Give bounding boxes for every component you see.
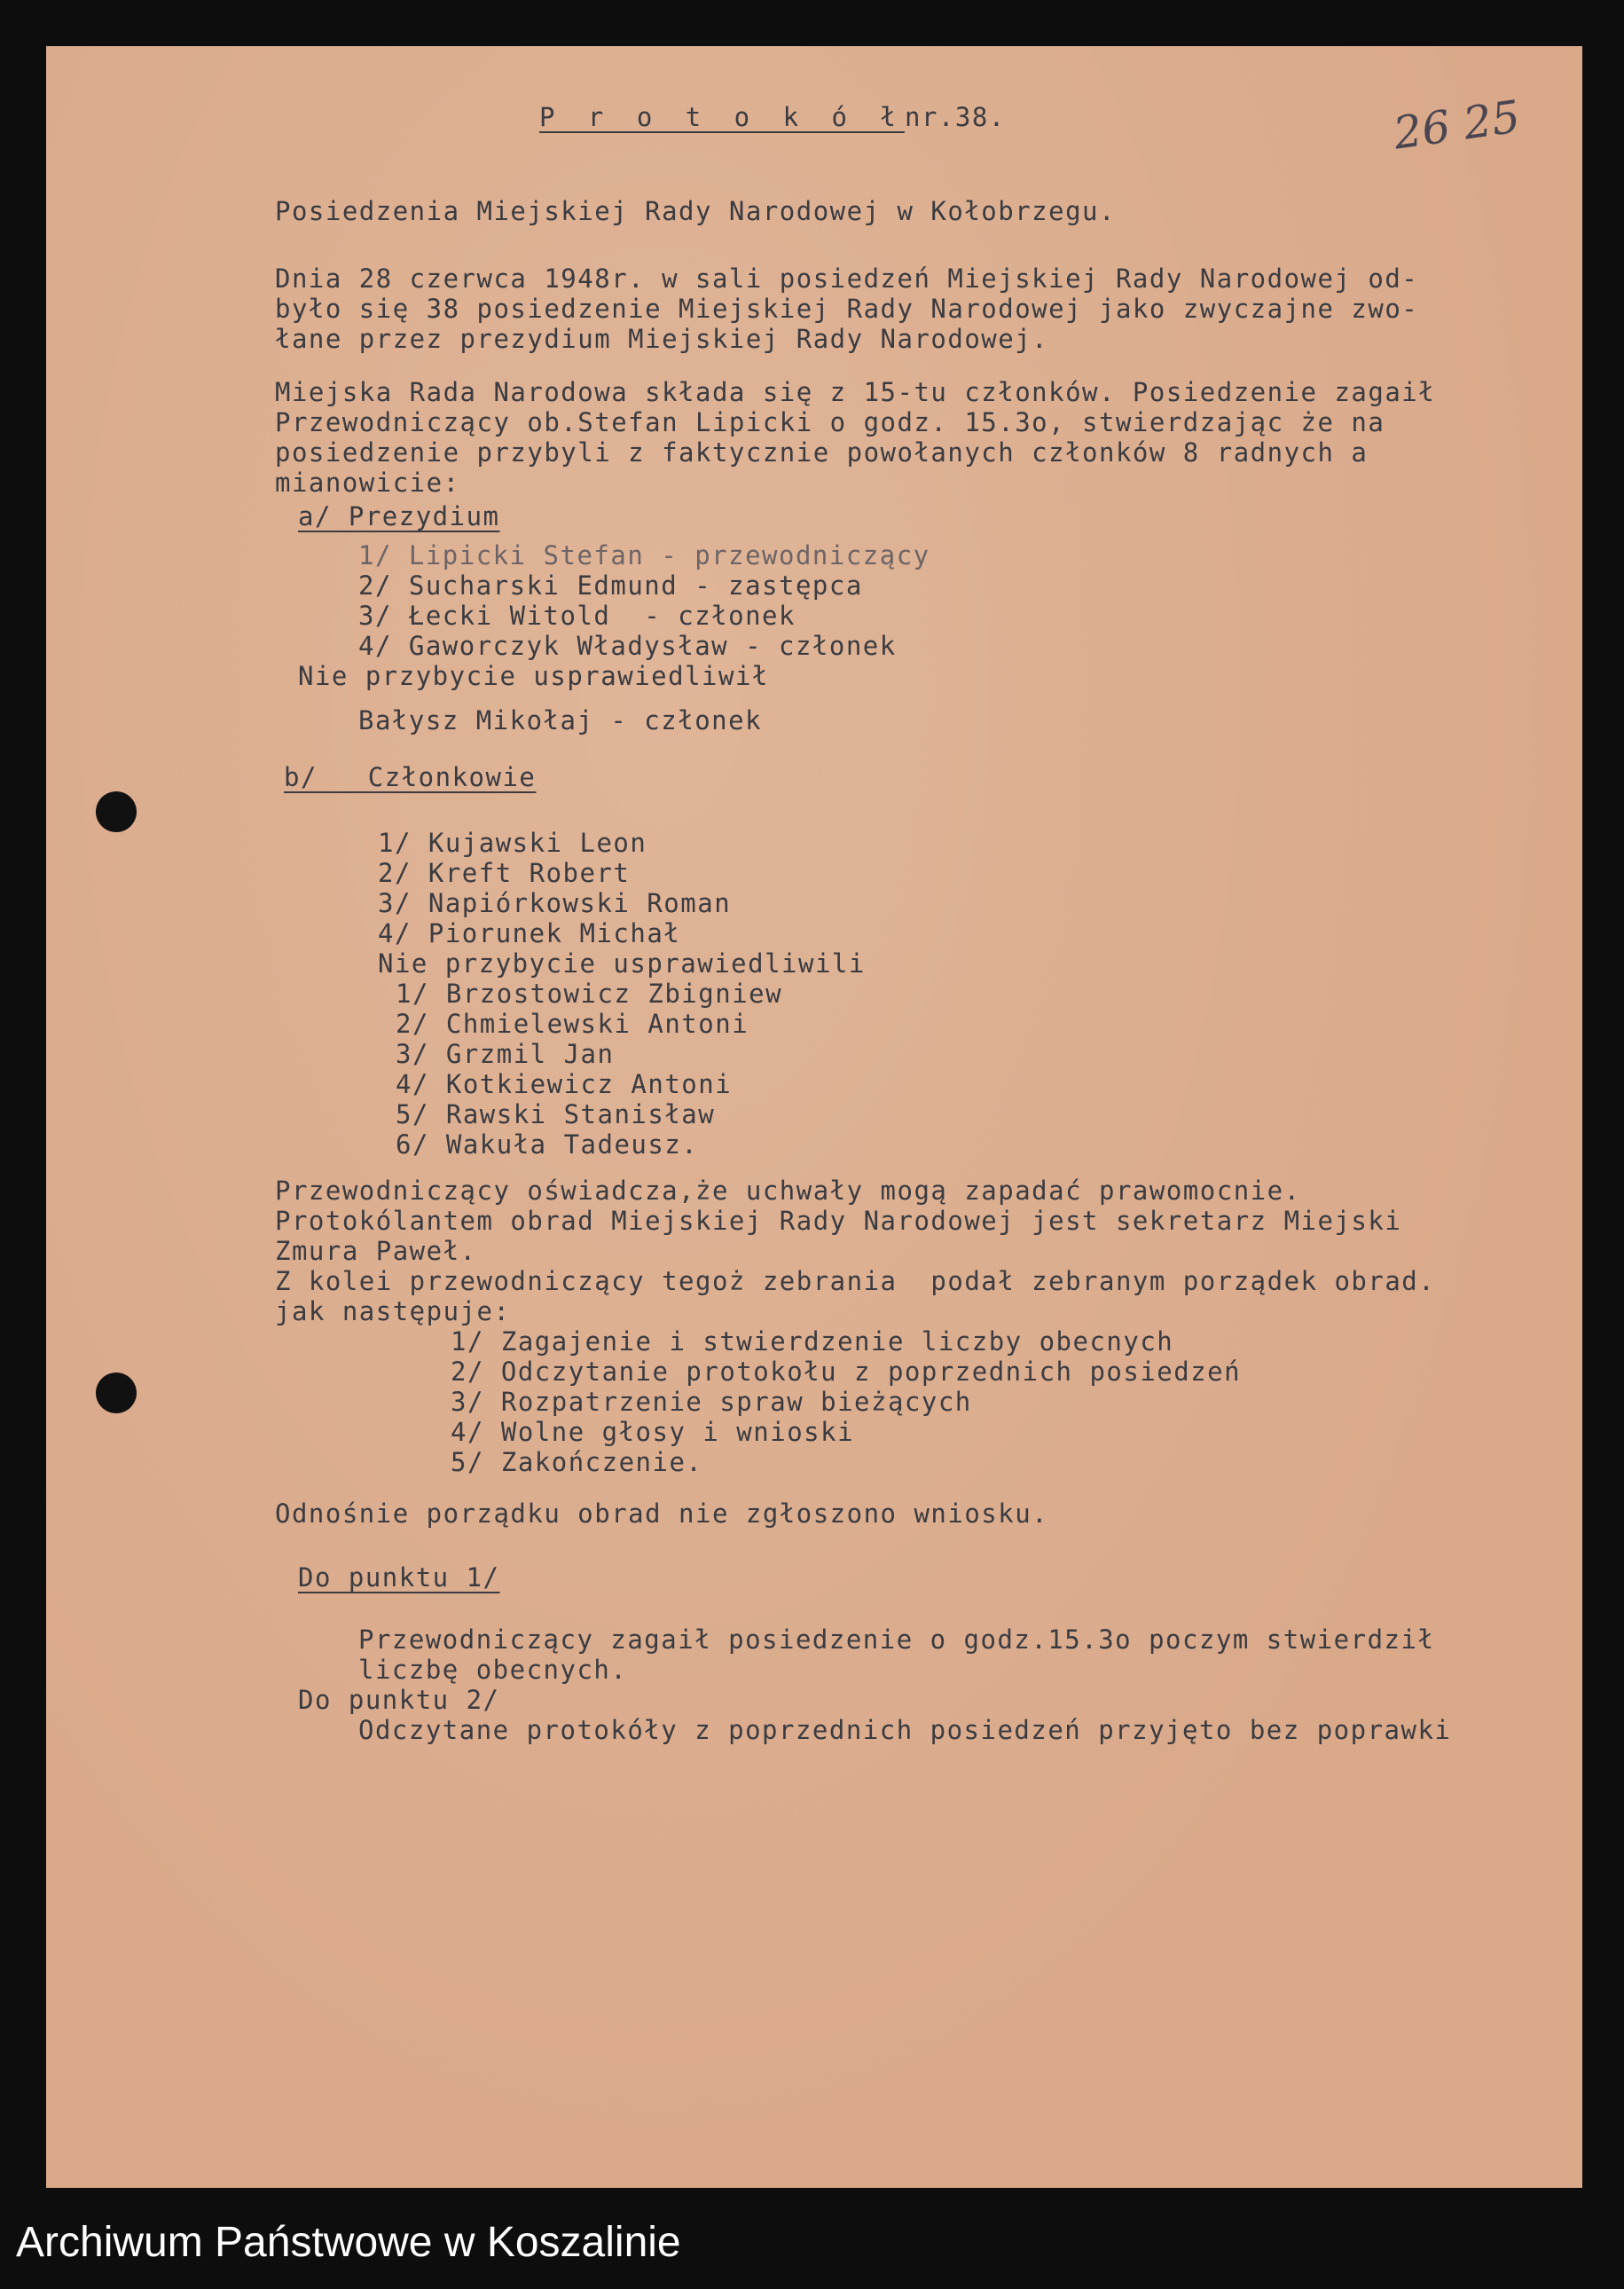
typed-text xyxy=(46,46,1582,2188)
text-line: Odczytane protokóły z poprzednich posiedzeń przyjęto bez poprawki xyxy=(358,1715,1452,1745)
list-item: 6/ Wakuła Tadeusz. xyxy=(396,1129,699,1160)
text-line: Nie przybycie usprawiedliwił xyxy=(298,661,769,691)
list-item: Bałysz Mikołaj - członek xyxy=(358,705,763,735)
list-item: 4/ Wolne głosy i wnioski xyxy=(451,1417,855,1447)
list-item: 3/ Grzmil Jan xyxy=(396,1039,615,1069)
text-line: było się 38 posiedzenie Miejskiej Rady Narodowej jako zwyczajne zwo- xyxy=(275,294,1419,324)
section-heading: a/ Prezydium xyxy=(298,501,500,531)
text-line: liczbę obecnych. xyxy=(358,1655,628,1685)
list-item: 4/ Gaworczyk Władysław - członek xyxy=(358,631,897,661)
list-item: 5/ Zakończenie. xyxy=(451,1447,703,1477)
section-heading: Do punktu 2/ xyxy=(298,1685,500,1715)
list-item: 3/ Napiórkowski Roman xyxy=(378,888,732,918)
list-item: 2/ Sucharski Edmund - zastępca xyxy=(358,570,863,601)
document-title: P r o t o k ó ł xyxy=(539,102,905,132)
list-item: 2/ Odczytanie protokołu z poprzednich posiedzeń xyxy=(451,1357,1242,1387)
text-line: Dnia 28 czerwca 1948r. w sali posiedzeń Miejskiej Rady Narodowej od- xyxy=(275,264,1419,294)
list-item: 1/ Brzostowicz Zbigniew xyxy=(396,979,783,1009)
text-line: Przewodniczący oświadcza,że uchwały mogą zapadać prawomocnie. xyxy=(275,1176,1301,1206)
text-line: Zmura Paweł. xyxy=(275,1236,477,1266)
archive-footer: Archiwum Państwowe w Koszalinie xyxy=(16,2219,681,2266)
document-page xyxy=(46,46,1582,2188)
text-line: łane przez prezydium Miejskiej Rady Narodowej. xyxy=(275,324,1049,354)
list-item: 3/ Łecki Witold - członek xyxy=(358,601,796,631)
section-heading: b/ Członkowie xyxy=(284,762,537,792)
text-line: Miejska Rada Narodowa składa się z 15-tu członków. Posiedzenie zagaił xyxy=(275,377,1436,407)
document-number: nr.38. xyxy=(905,102,1006,132)
text-line: mianowicie: xyxy=(275,468,460,498)
text-line: jak następuje: xyxy=(275,1296,511,1326)
text-line: Nie przybycie usprawiedliwili xyxy=(378,948,866,979)
list-item: 3/ Rozpatrzenie spraw bieżących xyxy=(451,1387,972,1417)
text-line: Protokólantem obrad Miejskiej Rady Narodowej jest sekretarz Miejski xyxy=(275,1206,1402,1236)
text-line: Przewodniczący zagaił posiedzenie o godz.15.3o poczym stwierdził xyxy=(358,1624,1435,1655)
list-item: 5/ Rawski Stanisław xyxy=(396,1099,716,1129)
list-item: 4/ Piorunek Michał xyxy=(378,918,681,948)
list-item: 2/ Kreft Robert xyxy=(378,858,631,888)
page-number-handwritten: 26 25 xyxy=(1390,90,1524,160)
list-item: 1/ Lipicki Stefan - przewodniczący xyxy=(358,540,930,570)
text-line: Posiedzenia Miejskiej Rady Narodowej w Kołobrzegu. xyxy=(275,196,1116,226)
section-heading: Do punktu 1/ xyxy=(298,1562,500,1593)
text-line: Odnośnie porządku obrad nie zgłoszono wniosku. xyxy=(275,1498,1049,1529)
list-item: 2/ Chmielewski Antoni xyxy=(396,1009,749,1039)
text-line: posiedzenie przybyli z faktycznie powołanych członków 8 radnych a xyxy=(275,437,1369,468)
text-line: Przewodniczący ob.Stefan Lipicki o godz. 15.3o, stwierdzając że na xyxy=(275,407,1385,437)
list-item: 1/ Zagajenie i stwierdzenie liczby obecnych xyxy=(451,1326,1174,1357)
list-item: 1/ Kujawski Leon xyxy=(378,828,647,858)
text-line: Z kolei przewodniczący tegoż zebrania podał zebranym porządek obrad. xyxy=(275,1266,1436,1296)
list-item: 4/ Kotkiewicz Antoni xyxy=(396,1069,733,1099)
